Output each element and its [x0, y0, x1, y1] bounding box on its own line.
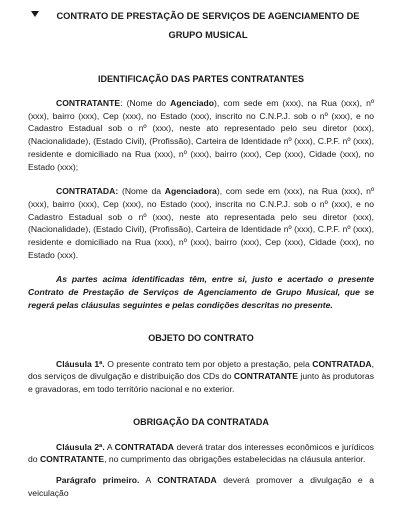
agreement-text: As partes acima identificadas têm, entre si, justo e acertado o presente Contrato de Prestação de Serviços de Agenciamento de Grupo Musical, que se regerá pelas cláusulas seguintes e pelas condições descritas no presente.: [28, 274, 374, 310]
contratante-paragraph: [28, 97, 374, 173]
contratante-role: Agenciado: [170, 98, 215, 108]
contratada-label: CONTRATADA:: [56, 186, 119, 197]
clause-2-label: Cláusula 2ª.: [56, 441, 105, 452]
paragraph-1-contratada: CONTRATADA: [157, 475, 217, 486]
contratada-role: Agenciadora: [164, 186, 217, 197]
contratante-text-a: : (Nome do: [120, 98, 171, 108]
section-heading-obligation: OBRIGAÇÃO DA CONTRATADA: [133, 416, 269, 427]
clause-2-text-c: , no cumprimento das obrigações estabelecidas na cláusula anterior.: [104, 454, 366, 465]
clause-2-contratante: CONTRATANTE: [39, 454, 105, 465]
document-page: [0, 7, 400, 507]
section-heading-parties: IDENTIFICAÇÃO DAS PARTES CONTRATANTES: [98, 74, 304, 84]
paragraph-1-text-b: deverá promover a divulgação e a veiculação: [28, 475, 375, 498]
clause-2-text-b: deverá tratar dos interesses econômicos e jurídicos do: [28, 441, 374, 465]
paragraph-1-text-a: A: [139, 475, 158, 486]
clause-1-paragraph: [28, 358, 374, 396]
paragraph-1-label: Parágrafo primeiro.: [56, 475, 140, 486]
contratada-paragraph: [28, 185, 374, 261]
contratada-text-b: ), com sede em (xxx), na Rua (xxx), nº (xxx), bairro (xxx), Cep (xxx), no Estado (xxx), inscrita no C.N.P.J. sob o nº (xxx), e no Cadastro Estadual sob o nº (xxx), neste ato representada pelo seu diretor (xxx), (Nacionalidade), (Estado Civil), (Profissão), Carteira de Identidade nº (xxx), C.P.F. nº (xxx), residente e domiciliado na Rua (xxx), nº (xxx), bairro (xxx), Cep (xxx), Cidade (xxx), no Estado (xxx).: [28, 186, 374, 260]
clause-1-text-c: junto às produtoras e gravadoras, em todo território nacional e no exterior.: [28, 371, 374, 394]
clause-1-contratada: CONTRATADA: [312, 358, 372, 369]
clause-1-contratante: CONTRATANTE: [233, 371, 299, 382]
clause-2-contratada: CONTRATADA: [114, 441, 175, 452]
clause-2-paragraph: [28, 441, 374, 466]
document-title: [28, 7, 374, 45]
section-heading-object: OBJETO DO CONTRATO: [148, 332, 254, 343]
collapse-triangle-icon[interactable]: [31, 11, 39, 17]
clause-2-text-a: A: [104, 441, 115, 452]
contratante-text-b: ), com sede em (xxx), na Rua (xxx), nº (xxx), bairro (xxx), Cep (xxx), no Estado (xxx), inscrito no C.N.P.J. sob o nº (xxx), e no Cadastro Estadual sob o nº (xxx), neste ato representado pelo seu diretor (xxx), (Nacionalidade), (Estado Civil), (Profissão), Carteira de Identidade nº (xxx), C.P.F. nº (xxx), residente e domiciliado na Rua (xxx), nº (xxx), bairro (xxx), Cep (xxx), Cidade (xxx), no Estado (xxx);: [28, 98, 374, 172]
clause-1-text-b: , dos serviços de divulgação e distribuição dos CDs do: [28, 358, 375, 382]
agreement-paragraph: [28, 273, 374, 311]
clause-1-label: Cláusula 1ª.: [56, 358, 105, 369]
contratada-text-a: (Nome da: [118, 186, 165, 197]
clause-1-text-a: O presente contrato tem por objeto a prestação, pela: [104, 358, 313, 369]
paragraph-1: [28, 474, 374, 499]
document-title-text: CONTRATO DE PRESTAÇÃO DE SERVIÇOS DE AGENCIAMENTO DE GRUPO MUSICAL: [56, 11, 360, 40]
contratante-label: CONTRATANTE: [56, 98, 121, 108]
